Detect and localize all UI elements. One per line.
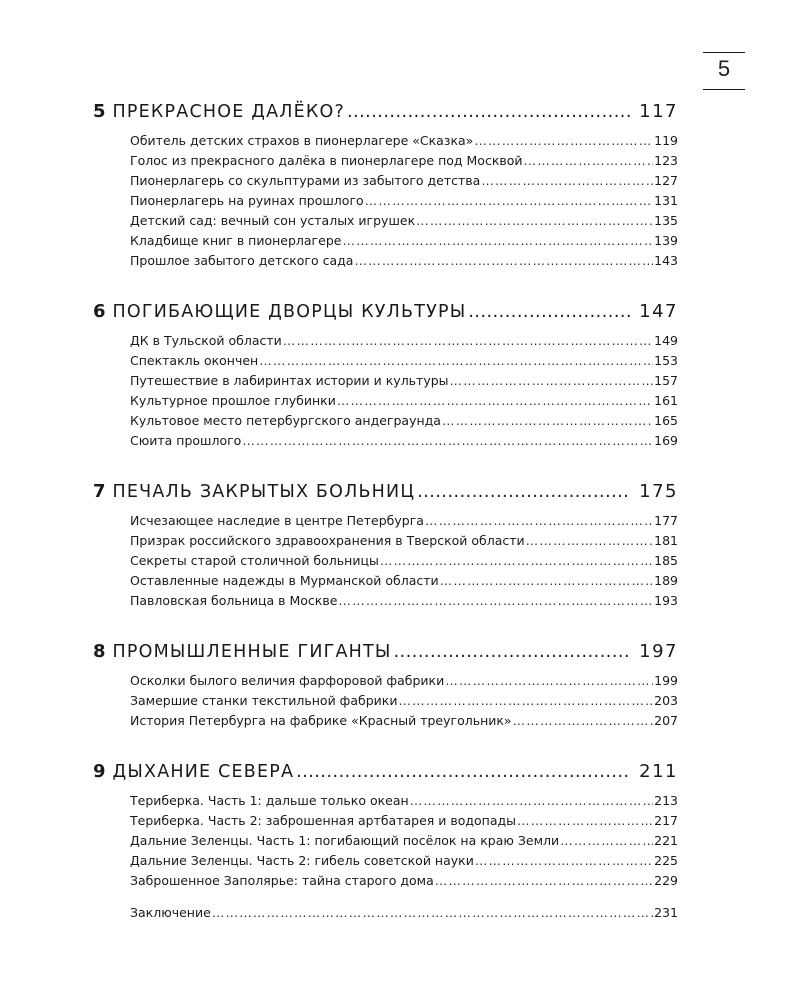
dot-leader	[347, 102, 631, 122]
entry-page: 207	[654, 713, 678, 728]
entry-title: Пионерлагерь со скульптурами из забытого детства	[130, 173, 481, 188]
toc-entry[interactable]	[130, 553, 678, 573]
entry-title: Сюита прошлого	[130, 433, 242, 448]
spacer	[93, 273, 678, 301]
dot-leader	[474, 133, 653, 148]
chapter-number: 9	[93, 761, 106, 782]
chapter-9	[93, 761, 678, 925]
spacer	[130, 893, 678, 905]
chapter-title: ПРЕКРАСНОЕ ДАЛЁКО?	[112, 102, 345, 122]
chapter-heading[interactable]	[93, 101, 678, 131]
chapter-title: ПРОМЫШЛЕННЫЕ ГИГАНТЫ	[112, 642, 392, 662]
chapter-number: 7	[93, 481, 106, 502]
entry-page: 123	[654, 153, 678, 168]
spacer	[93, 453, 678, 481]
dot-leader	[440, 573, 653, 588]
entry-title: Пионерлагерь на руинах прошлого	[130, 193, 364, 208]
chapter-title: ПЕЧАЛЬ ЗАКРЫТЫХ БОЛЬНИЦ	[112, 482, 416, 502]
chapter-7	[93, 481, 678, 613]
entry-title: Оставленные надежды в Мурманской области	[130, 573, 439, 588]
toc-entry[interactable]	[130, 853, 678, 873]
toc-entry[interactable]	[130, 793, 678, 813]
entry-title: Призрак российского здравоохранения в Тверской области	[130, 533, 525, 548]
entry-title: Дальние Зеленцы. Часть 2: гибель советской науки	[130, 853, 474, 868]
entry-page: 181	[654, 533, 678, 548]
dot-leader	[398, 693, 653, 708]
toc-entry[interactable]	[130, 693, 678, 713]
toc-entry[interactable]	[130, 513, 678, 533]
entry-title: История Петербурга на фабрике «Красный треугольник»	[130, 713, 512, 728]
entry-page: 157	[654, 373, 678, 388]
toc-entry[interactable]	[130, 393, 678, 413]
toc-entry[interactable]	[130, 873, 678, 893]
entry-title: Териберка. Часть 2: заброшенная артбатарея и водопады	[130, 813, 517, 828]
table-of-contents	[93, 101, 678, 925]
entry-page: 217	[654, 813, 678, 828]
conclusion-entry[interactable]	[130, 905, 678, 925]
chapter-heading[interactable]	[93, 761, 678, 791]
spacer	[93, 613, 678, 641]
entry-page: 143	[654, 253, 678, 268]
dot-leader	[481, 173, 653, 188]
entry-title: Павловская больница в Москве	[130, 593, 338, 608]
toc-entry[interactable]	[130, 173, 678, 193]
entry-title: Спектакль окончен	[130, 353, 259, 368]
entry-page: 221	[654, 833, 678, 848]
page-number-box	[703, 52, 745, 90]
toc-entry[interactable]	[130, 373, 678, 393]
toc-entry[interactable]	[130, 153, 678, 173]
entry-title: Териберка. Часть 1: дальше только океан	[130, 793, 409, 808]
dot-leader	[416, 213, 653, 228]
conclusion-page: 231	[654, 905, 678, 920]
chapter-6	[93, 301, 678, 453]
dot-leader	[445, 673, 653, 688]
dot-leader	[342, 233, 653, 248]
dot-leader	[560, 833, 653, 848]
dot-leader	[394, 642, 632, 662]
entry-title: Кладбище книг в пионерлагере	[130, 233, 342, 248]
dot-leader	[425, 513, 653, 528]
page-number: 5	[717, 56, 731, 81]
entry-page: 177	[654, 513, 678, 528]
toc-entry[interactable]	[130, 833, 678, 853]
entry-page: 203	[654, 693, 678, 708]
chapter-entries	[130, 133, 678, 273]
chapter-page: 117	[639, 101, 678, 122]
toc-entry[interactable]	[130, 573, 678, 593]
entry-page: 161	[654, 393, 678, 408]
toc-entry[interactable]	[130, 593, 678, 613]
chapter-number: 5	[93, 101, 106, 122]
dot-leader	[524, 153, 654, 168]
dot-leader	[242, 433, 653, 448]
entry-title: Детский сад: вечный сон усталых игрушек	[130, 213, 416, 228]
dot-leader	[442, 413, 653, 428]
dot-leader	[526, 533, 653, 548]
chapter-8	[93, 641, 678, 733]
entry-page: 119	[654, 133, 678, 148]
dot-leader	[212, 905, 653, 920]
toc-entry[interactable]	[130, 193, 678, 213]
chapter-number: 6	[93, 301, 106, 322]
entry-page: 213	[654, 793, 678, 808]
chapter-entries	[130, 793, 678, 925]
chapter-heading[interactable]	[93, 301, 678, 331]
chapter-title: ПОГИБАЮЩИЕ ДВОРЦЫ КУЛЬТУРЫ	[112, 302, 467, 322]
entry-page: 229	[654, 873, 678, 888]
dot-leader	[337, 393, 653, 408]
dot-leader	[435, 873, 653, 888]
entry-title: Исчезающее наследие в центре Петербурга	[130, 513, 424, 528]
entry-page: 165	[654, 413, 678, 428]
toc-entry[interactable]	[130, 813, 678, 833]
dot-leader	[365, 193, 653, 208]
toc-entry[interactable]	[130, 713, 678, 733]
toc-entry[interactable]	[130, 213, 678, 233]
chapter-entries	[130, 513, 678, 613]
chapter-page: 211	[639, 761, 678, 782]
spacer	[93, 733, 678, 761]
entry-title: ДК в Тульской области	[130, 333, 282, 348]
toc-entry[interactable]	[130, 533, 678, 553]
dot-leader	[259, 353, 653, 368]
toc-entry[interactable]	[130, 253, 678, 273]
dot-leader	[417, 482, 631, 502]
entry-title: Голос из прекрасного далёка в пионерлагере под Москвой	[130, 153, 523, 168]
entry-page: 193	[654, 593, 678, 608]
dot-leader	[296, 762, 631, 782]
dot-leader	[380, 553, 653, 568]
entry-title: Прошлое забытого детского сада	[130, 253, 354, 268]
toc-entry[interactable]	[130, 233, 678, 253]
entry-page: 135	[654, 213, 678, 228]
conclusion-title: Заключение	[130, 905, 211, 920]
entry-page: 185	[654, 553, 678, 568]
chapter-entries	[130, 673, 678, 733]
dot-leader	[283, 333, 653, 348]
chapter-page: 147	[639, 301, 678, 322]
chapter-page: 175	[639, 481, 678, 502]
toc-entry[interactable]	[130, 333, 678, 353]
dot-leader	[468, 302, 631, 322]
entry-page: 149	[654, 333, 678, 348]
chapter-heading[interactable]	[93, 641, 678, 671]
dot-leader	[354, 253, 653, 268]
entry-title: Обитель детских страхов в пионерлагере «Сказка»	[130, 133, 474, 148]
toc-entry[interactable]	[130, 673, 678, 693]
toc-entry[interactable]	[130, 433, 678, 453]
entry-title: Заброшенное Заполярье: тайна старого дома	[130, 873, 434, 888]
chapter-heading[interactable]	[93, 481, 678, 511]
entry-page: 225	[654, 853, 678, 868]
entry-title: Дальние Зеленцы. Часть 1: погибающий посёлок на краю Земли	[130, 833, 560, 848]
dot-leader	[475, 853, 653, 868]
dot-leader	[338, 593, 653, 608]
chapter-entries	[130, 333, 678, 453]
entry-title: Замершие станки текстильной фабрики	[130, 693, 398, 708]
entry-page: 139	[654, 233, 678, 248]
chapter-number: 8	[93, 641, 106, 662]
entry-title: Секреты старой столичной больницы	[130, 553, 379, 568]
entry-page: 153	[654, 353, 678, 368]
toc-entry[interactable]	[130, 413, 678, 433]
dot-leader	[513, 713, 654, 728]
dot-leader	[450, 373, 654, 388]
chapter-page: 197	[639, 641, 678, 662]
dot-leader	[517, 813, 653, 828]
entry-title: Осколки былого величия фарфоровой фабрики	[130, 673, 445, 688]
entry-page: 189	[654, 573, 678, 588]
entry-title: Путешествие в лабиринтах истории и культуры	[130, 373, 449, 388]
dot-leader	[410, 793, 653, 808]
entry-title: Культовое место петербургского андеграунда	[130, 413, 441, 428]
entry-page: 169	[654, 433, 678, 448]
entry-page: 127	[654, 173, 678, 188]
entry-page: 131	[654, 193, 678, 208]
chapter-title: ДЫХАНИЕ СЕВЕРА	[112, 762, 295, 782]
entry-title: Культурное прошлое глубинки	[130, 393, 336, 408]
chapter-5	[93, 101, 678, 273]
entry-page: 199	[654, 673, 678, 688]
toc-entry[interactable]	[130, 353, 678, 373]
toc-entry[interactable]	[130, 133, 678, 153]
